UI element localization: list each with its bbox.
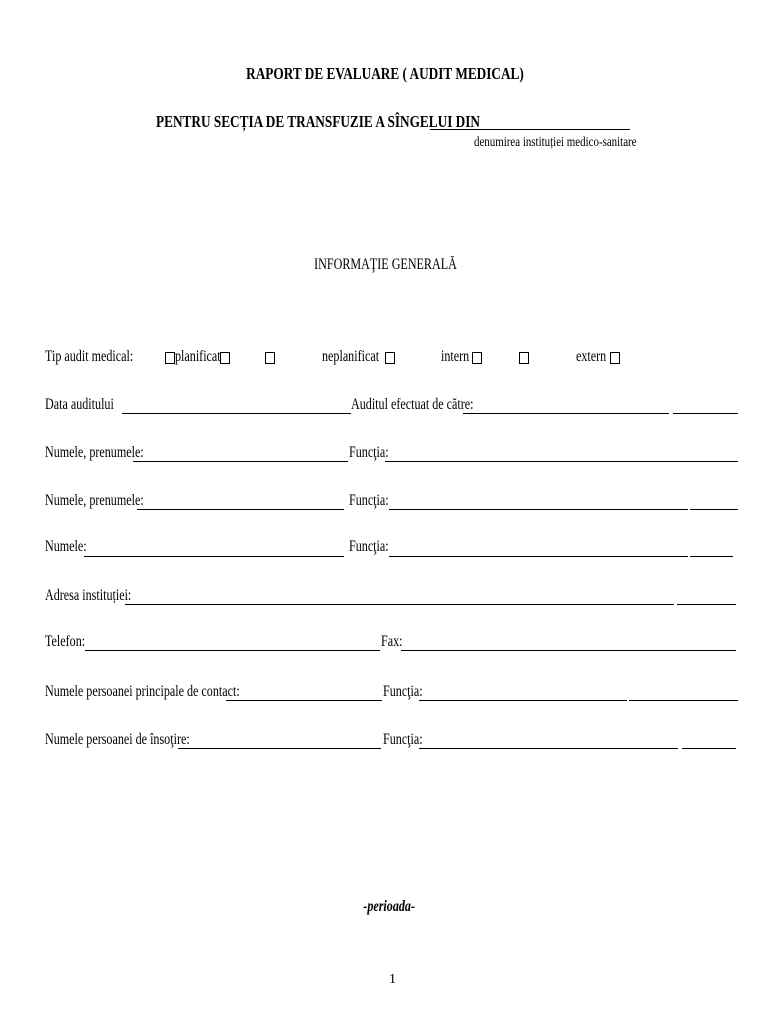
function-2-line-2[interactable] (690, 509, 738, 510)
institution-name-line[interactable] (430, 129, 630, 130)
name-2-label: Numele, prenumele: (45, 492, 144, 509)
fax-line[interactable] (401, 650, 736, 651)
escort-person-label: Numele persoanei de însoţire: (45, 731, 190, 748)
function-2-label: Funcţia: (349, 492, 389, 509)
name-1-label: Numele, prenumele: (45, 444, 144, 461)
name-3-label: Numele: (45, 538, 87, 555)
checkbox-planificat[interactable] (220, 350, 230, 368)
checkbox-icon (519, 352, 529, 364)
address-line[interactable] (125, 604, 674, 605)
page-number: 1 (389, 972, 396, 987)
checkbox-icon (265, 352, 275, 364)
name-2-line[interactable] (137, 509, 344, 510)
function-5-line[interactable] (419, 748, 678, 749)
checkbox-icon (610, 352, 620, 364)
function-3-line[interactable] (389, 556, 688, 557)
function-3-label: Funcţia: (349, 538, 389, 555)
checkbox-icon (472, 352, 482, 364)
name-3-line[interactable] (84, 556, 344, 557)
section-title: INFORMAŢIE GENERALĂ (313, 256, 457, 273)
escort-person-line[interactable] (178, 748, 381, 749)
name-1-line[interactable] (133, 461, 348, 462)
option-planificat: planificat (175, 348, 221, 365)
phone-label: Telefon: (45, 633, 86, 650)
checkbox-pre-neplanificat[interactable] (265, 350, 275, 368)
option-intern: intern (441, 348, 470, 365)
function-2-line[interactable] (389, 509, 688, 510)
audit-type-label: Tip audit medical: (45, 348, 134, 365)
checkbox-icon (220, 352, 230, 364)
checkbox-icon (385, 352, 395, 364)
option-neplanificat: neplanificat (322, 348, 380, 365)
performed-by-label: Auditul efectuat de către: (351, 396, 474, 413)
checkbox-intern[interactable] (472, 350, 482, 368)
performed-by-line-2[interactable] (673, 413, 738, 414)
function-3-line-2[interactable] (690, 556, 733, 557)
address-label: Adresa instituției: (45, 587, 132, 604)
checkbox-pre-planificat[interactable] (165, 350, 175, 368)
checkbox-neplanificat[interactable] (385, 350, 395, 368)
period-label: -perioada- (363, 898, 415, 915)
function-4-line[interactable] (419, 700, 627, 701)
contact-person-line[interactable] (226, 700, 382, 701)
phone-line[interactable] (85, 650, 380, 651)
option-extern: extern (576, 348, 607, 365)
contact-person-label: Numele persoanei principale de contact: (45, 683, 240, 700)
checkbox-icon (165, 352, 175, 364)
report-subtitle: PENTRU SECȚIA DE TRANSFUZIE A SÎNGELUI DIN (156, 112, 480, 131)
function-1-line[interactable] (385, 461, 738, 462)
function-4-line-2[interactable] (629, 700, 738, 701)
audit-date-label: Data auditului (45, 396, 114, 413)
audit-date-line[interactable] (122, 413, 351, 414)
fax-label: Fax: (381, 633, 403, 650)
checkbox-extern[interactable] (610, 350, 620, 368)
function-5-line-2[interactable] (682, 748, 736, 749)
address-line-2[interactable] (677, 604, 736, 605)
performed-by-line[interactable] (463, 413, 669, 414)
function-1-label: Funcţia: (349, 444, 389, 461)
function-4-label: Funcţia: (383, 683, 423, 700)
institution-hint: denumirea instituției medico-sanitare (474, 135, 637, 150)
checkbox-pre-extern[interactable] (519, 350, 529, 368)
function-5-label: Funcţia: (383, 731, 423, 748)
report-title: RAPORT DE EVALUARE ( AUDIT MEDICAL) (246, 64, 524, 83)
